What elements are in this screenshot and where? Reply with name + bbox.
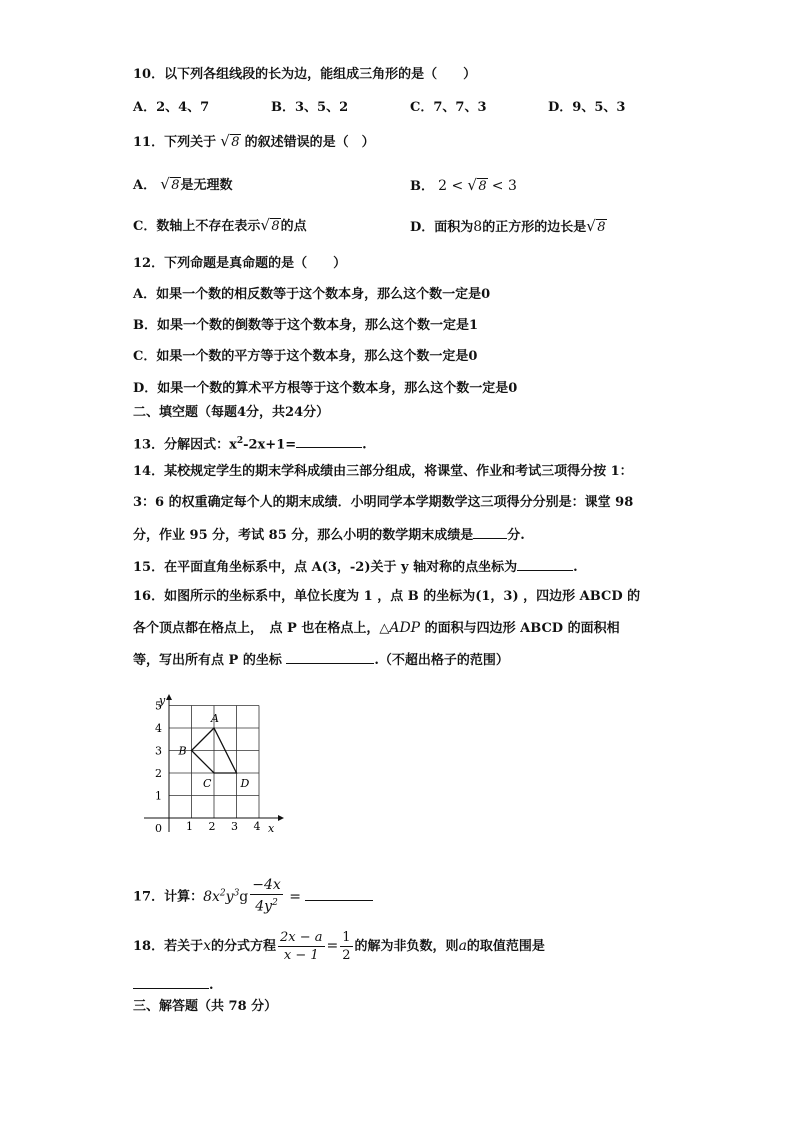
q16-line-1: 16．如图所示的坐标系中，单位长度为 1 ，点 B 的坐标为(1，3) ，四边形 ABCD 的 xyxy=(133,589,641,604)
y-tick-label: 4 xyxy=(155,722,162,735)
x-axis-label: x xyxy=(268,822,275,835)
y-axis-label: y xyxy=(159,694,166,707)
q17-term-8x: 8x xyxy=(203,888,220,905)
q11-a-sqrt: √ 8 xyxy=(160,177,180,195)
q18-end: . xyxy=(209,978,214,993)
q12-option-c: C．如果一个数的平方等于这个数本身，那么这个数一定是0 xyxy=(133,349,478,364)
x-axis-arrow xyxy=(278,815,284,821)
origin-label: 0 xyxy=(155,822,162,835)
q18 xyxy=(133,926,545,967)
q11-c-text: 的点 xyxy=(280,219,307,234)
q15-answer-blank[interactable] xyxy=(517,557,573,571)
q11-option-c xyxy=(133,218,307,236)
q11-stem-pre: 11．下列关于 xyxy=(133,135,217,150)
q11-c-sqrt: √ 8 xyxy=(260,218,280,236)
q10-option-c: C．7、7、3 xyxy=(410,100,487,115)
q18-post2: 的取值范围是 xyxy=(466,939,545,954)
q11-stem xyxy=(133,134,375,152)
q10-option-b: B．3、5、2 xyxy=(271,100,349,115)
q11-a-text: 是无理数 xyxy=(180,178,233,193)
q11-option-d xyxy=(410,218,607,237)
q11-d-text: 的正方形的边长是 xyxy=(482,220,587,235)
q16-adp: ADP xyxy=(389,620,421,636)
q13-post: -2x+1= xyxy=(243,437,297,453)
vertex-label-b: B xyxy=(178,744,187,758)
q17-g: g xyxy=(239,888,249,905)
vertex-label-d: D xyxy=(240,777,250,790)
q11-b-left: 2 < xyxy=(438,178,464,194)
q18-post: 的解为非负数，则 xyxy=(354,939,459,954)
q16-line-2-post: 的面积与四边形 ABCD 的面积相 xyxy=(420,621,620,636)
q15-pre: 15．在平面直角坐标系中，点 A(3，-2)关于 y 轴对称的点坐标为 xyxy=(133,560,518,575)
q18-mid: 的分式方程 xyxy=(211,939,277,954)
q11-d-num: 8 xyxy=(473,219,483,235)
q17-exp-2: 3 xyxy=(233,888,240,898)
q17-numerator: −4x xyxy=(252,877,281,894)
q11-option-a xyxy=(133,177,233,195)
x-tick-label: 2 xyxy=(208,820,216,833)
q15 xyxy=(133,557,578,577)
q13-end: . xyxy=(362,437,367,453)
q11-a-label: A． xyxy=(133,178,157,193)
q18-pre: 18．若关于 xyxy=(133,939,204,954)
q17-label: 17．计算： xyxy=(133,889,204,905)
q11-d-sqrt: √ 8 xyxy=(586,219,606,237)
q11-b-right: < 3 xyxy=(491,178,517,194)
vertex-label-c: C xyxy=(203,777,212,790)
q11-stem-sqrt: √ 8 xyxy=(220,134,240,152)
q11-c-label: C．数轴上不存在表示 xyxy=(133,219,261,234)
q17-answer-blank[interactable] xyxy=(305,887,373,901)
q12-option-a: A．如果一个数的相反数等于这个数本身，那么这个数一定是0 xyxy=(133,287,491,302)
q18-a: a xyxy=(458,938,467,954)
q18-numerator: 2x − a xyxy=(280,930,323,945)
q11-stem-post: 的叙述错误的是（ ） xyxy=(244,135,375,150)
q10-option-d: D．9、5、3 xyxy=(548,100,626,115)
q13 xyxy=(133,432,367,454)
q17-denominator: $4y^2$ xyxy=(255,898,278,915)
y-tick-label: 2 xyxy=(155,767,162,780)
q14-line-3-pre: 分，作业 95 分，考试 85 分，那么小明的数学期末成绩是 xyxy=(133,528,474,543)
x-tick-label: 3 xyxy=(231,820,238,833)
y-axis-arrow xyxy=(166,694,172,700)
q16-line-2 xyxy=(133,619,620,638)
vertex-label-a: A xyxy=(211,712,219,725)
q18-answer-blank[interactable] xyxy=(133,975,209,989)
q16-triangle-symbol: △ xyxy=(379,621,390,636)
q17-exp-1: 2 xyxy=(219,888,226,898)
q16-line-3-pre: 等，写出所有点 P 的坐标 xyxy=(133,653,287,668)
q18-denominator: x − 1 xyxy=(283,948,319,963)
q13-sup: 2 xyxy=(236,436,244,446)
q12-option-d: D．如果一个数的算术平方根等于这个数本身，那么这个数一定是0 xyxy=(133,381,518,396)
q17-fraction xyxy=(250,877,283,916)
q14-line-2: 3：6 的权重确定每个人的期末成绩．小明同学本学期数学这三项得分分别是：课堂 98 xyxy=(133,495,634,510)
q12-option-b: B．如果一个数的倒数等于这个数本身，那么这个数一定是1 xyxy=(133,318,479,333)
q14-line-1: 14．某校规定学生的期末学科成绩由三部分组成，将课堂、作业和考试三项得分按 1： xyxy=(133,464,633,479)
x-tick-label: 1 xyxy=(186,820,193,833)
q13-pre: 13．分解因式：x xyxy=(133,437,237,453)
q16-line-3-post: .（不超出格子的范围） xyxy=(374,653,509,668)
q18-left-fraction xyxy=(278,929,325,964)
q15-post: . xyxy=(573,560,578,575)
q11-b-sqrt: √ 8 xyxy=(467,178,487,196)
q17-expression xyxy=(203,877,301,915)
q14-line-3 xyxy=(133,525,525,545)
q18-right-fraction xyxy=(340,929,352,964)
q16-line-2-pre: 各个顶点都在格点上， 点 P 也在格点上， xyxy=(133,621,380,636)
q18-answer-line xyxy=(133,975,214,995)
q14-line-3-post: 分. xyxy=(507,528,525,543)
q11-d-label: D．面积为 xyxy=(410,220,474,235)
section-3-heading: 三、解答题（共 78 分） xyxy=(133,999,278,1014)
q18-right-denominator: 2 xyxy=(342,948,351,963)
q10-stem: 10．以下列各组线段的长为边，能组成三角形的是（ ） xyxy=(133,67,477,82)
q18-right-numerator: 1 xyxy=(342,930,351,945)
q16-line-3 xyxy=(133,650,509,670)
q17 xyxy=(133,873,373,918)
y-tick-label: 5 xyxy=(155,699,162,713)
y-tick-label: 1 xyxy=(155,789,162,803)
q18-x: x xyxy=(203,938,211,954)
q17-equals: = xyxy=(284,888,301,905)
q10-option-a: A．2、4、7 xyxy=(133,100,210,115)
x-tick-label: 4 xyxy=(253,820,261,833)
q11-b-label: B． xyxy=(410,179,434,194)
q13-answer-blank[interactable] xyxy=(296,434,362,448)
section-2-heading: 二、填空题（每题4分，共24分） xyxy=(133,405,330,420)
q12-stem: 12．下列命题是真命题的是（ ） xyxy=(133,256,347,271)
y-tick-label: 3 xyxy=(155,744,162,758)
q18-equals: = xyxy=(326,938,339,954)
q16-coordinate-grid-figure xyxy=(140,692,290,842)
q17-term-y: y xyxy=(225,888,234,905)
q11-option-b xyxy=(410,177,517,196)
q14-answer-blank[interactable] xyxy=(473,525,507,539)
q16-answer-blank[interactable] xyxy=(286,650,374,664)
